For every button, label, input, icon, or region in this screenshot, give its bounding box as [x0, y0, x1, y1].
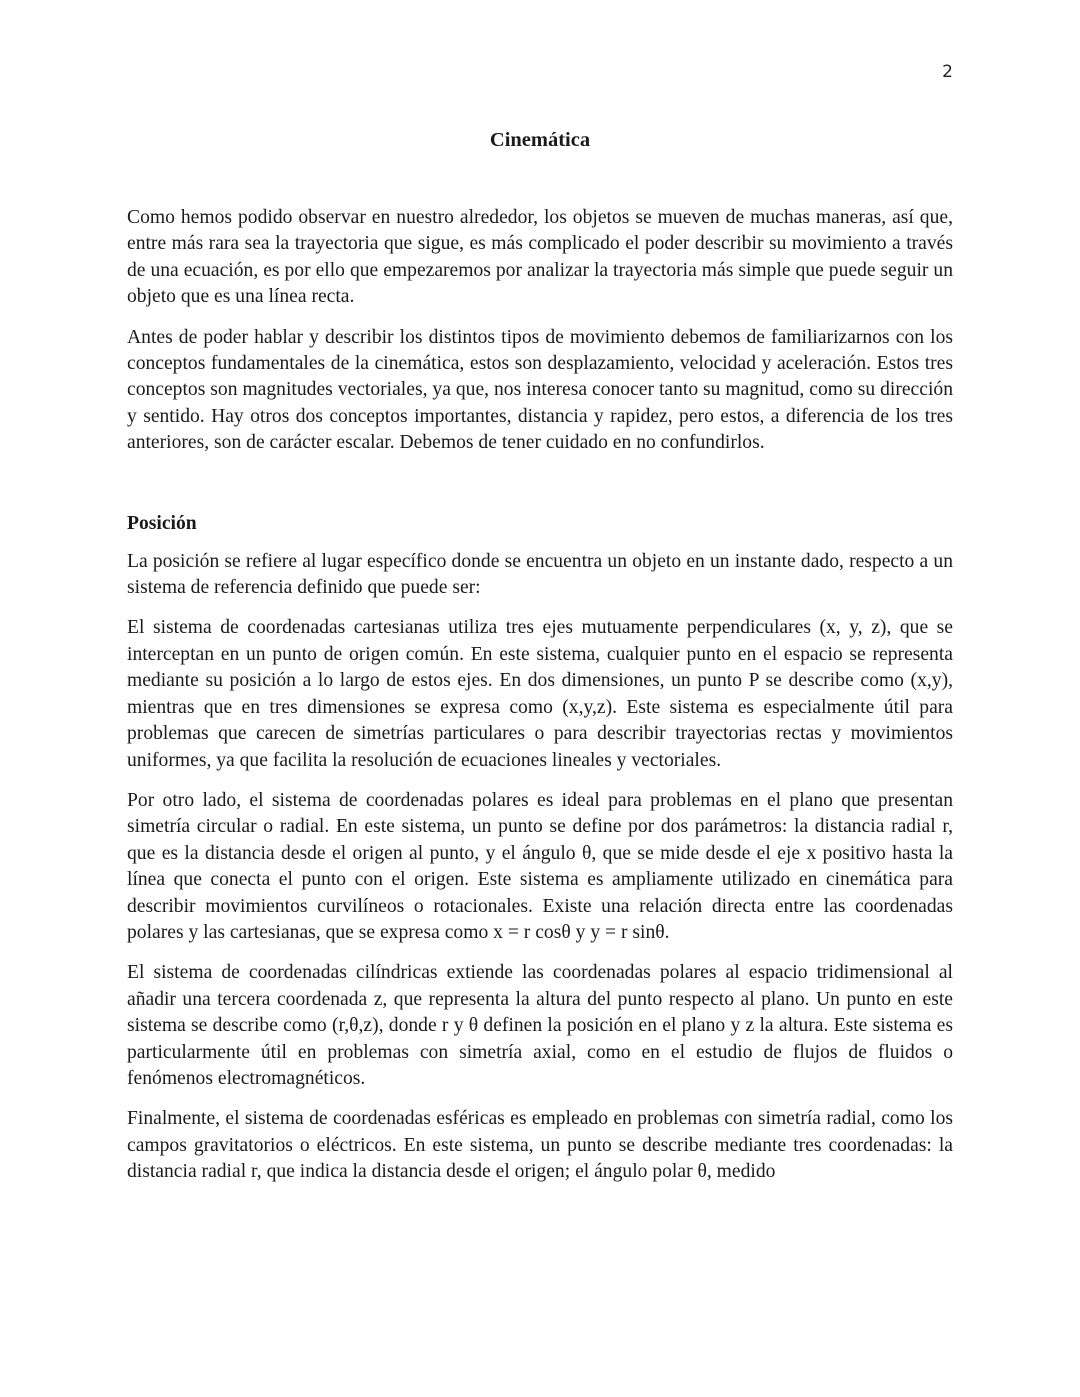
section-paragraph: Por otro lado, el sistema de coordenadas polares es ideal para problemas en el plano que presentan simetría circular o radial. En este sistema, un punto se define por dos parámetros: la distancia radial r, que es la distancia desde el origen al punto, y el ángulo θ, que se mide desde el eje x positivo hasta la línea que conecta el punto con el origen. Este sistema es ampliamente utilizado en cinemática para describir movimientos curvilíneos o rotacionales. Existe una relación directa entre las coordenadas polares y las cartesianas, que se expresa como x = r cosθ y y = r sinθ. — [127, 789, 953, 943]
document-body — [127, 205, 953, 1200]
section-paragraph: La posición se refiere al lugar específico donde se encuentra un objeto en un instante dado, respecto a un sistema de referencia definido que puede ser: — [127, 550, 953, 599]
intro-paragraph: Antes de poder hablar y describir los distintos tipos de movimiento debemos de familiarizarnos con los conceptos fundamentales de la cinemática, estos son desplazamiento, velocidad y aceleración. Estos tres conceptos son magnitudes vectoriales, ya que, nos interesa conocer tanto su magnitud, como su dirección y sentido. Hay otros dos conceptos importantes, distancia y rapidez, pero estos, a diferencia de los tres anteriores, son de carácter escalar. Debemos de tener cuidado en no confundirlos. — [127, 326, 953, 454]
section-paragraph: El sistema de coordenadas cilíndricas extiende las coordenadas polares al espacio tridimensional al añadir una tercera coordenada z, que representa la altura del punto respecto al plano. Un punto en este sistema se describe como (r,θ,z), donde r y θ definen la posición en el plano y z la altura. Este sistema es particularmente útil en problemas con simetría axial, como en el estudio de flujos de fluidos o fenómenos electromagnéticos. — [127, 962, 953, 1089]
section-paragraph: El sistema de coordenadas cartesianas utiliza tres ejes mutuamente perpendiculares (x, y, z), que se interceptan en un punto de origen común. En este sistema, cualquier punto en el espacio se representa mediante su posición a lo largo de estos ejes. En dos dimensiones, un punto P se describe como (x,y), mientras que en tres dimensiones se expresa como (x,y,z). Este sistema es especialmente útil para problemas que carecen de simetrías particulares o para describir trayectorias rectas y movimientos uniformes, ya que facilita la resolución de ecuaciones lineales y vectoriales. — [127, 617, 953, 771]
page-title: Cinemática — [489, 129, 591, 151]
section-heading: Posición — [127, 512, 197, 534]
section-paragraph: Finalmente, el sistema de coordenadas esféricas es empleado en problemas con simetría radial, como los campos gravitatorios o eléctricos. En este sistema, un punto se describe mediante tres coordenadas: la distancia radial r, que indica la distancia desde el origen; el ángulo polar θ, medido — [127, 1108, 953, 1183]
page-number: 2 — [942, 62, 953, 82]
intro-paragraph: Como hemos podido observar en nuestro alrededor, los objetos se mueven de muchas maneras, así que, entre más rara sea la trayectoria que sigue, es más complicado el poder describir su movimiento a través de una ecuación, es por ello que empezaremos por analizar la trayectoria más simple que puede seguir un objeto que es una línea recta. — [127, 207, 953, 308]
